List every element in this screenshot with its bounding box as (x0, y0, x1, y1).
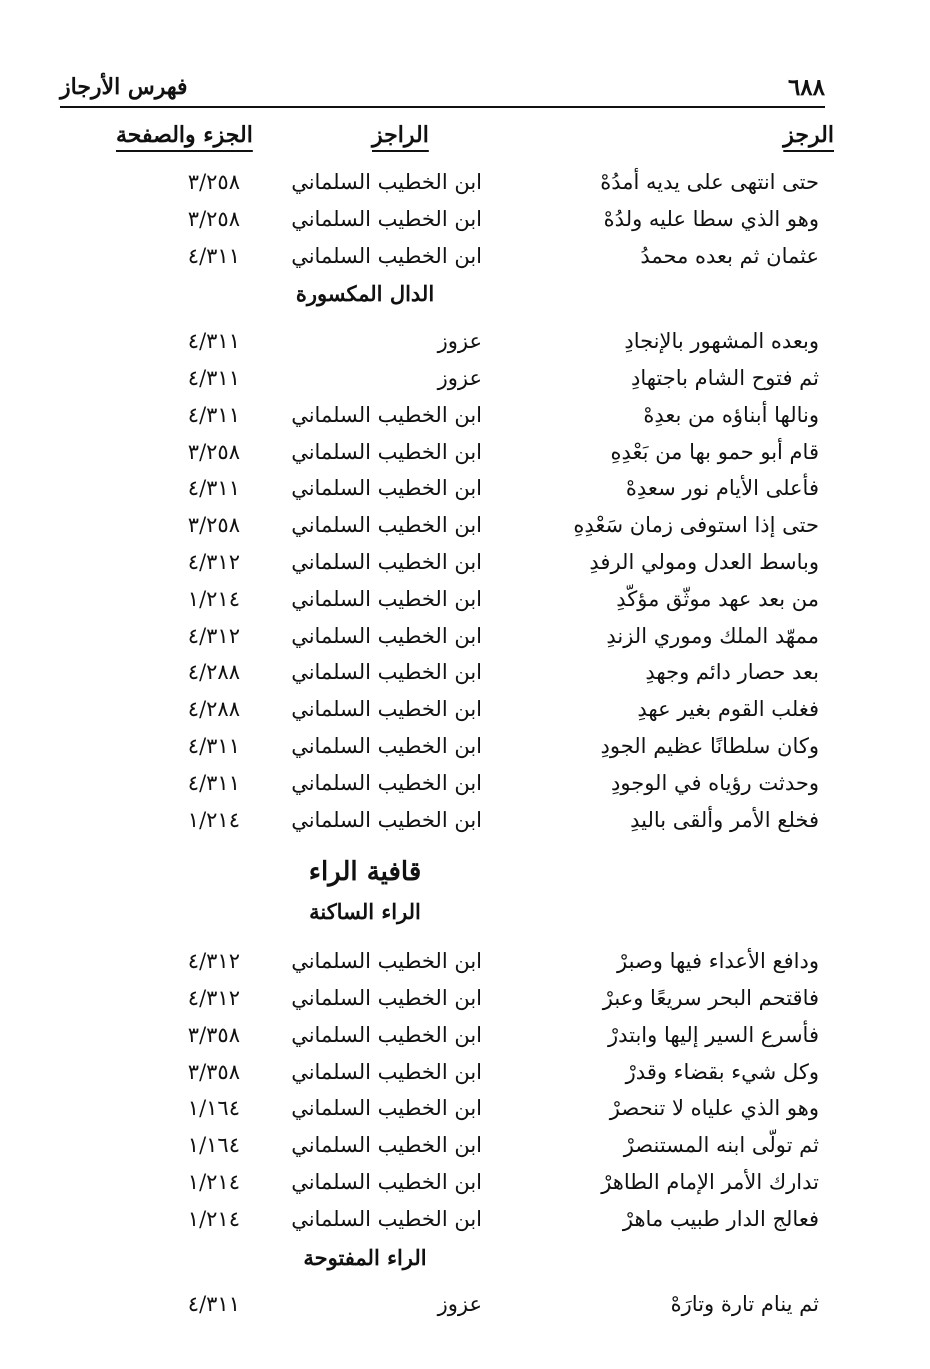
verse-text: ثم ينام تارة وتارَهْ (670, 1292, 819, 1317)
poet-name: ابن الخطيب السلماني (291, 586, 482, 611)
running-title: فهرس الأرجاز (60, 74, 188, 100)
verse-text: فأعلى الأيام نور سعدِهْ (625, 476, 819, 501)
section-dal-continued (60, 166, 825, 276)
volume-page-ref: ٣/٢٥٨ (187, 513, 240, 538)
table-row (60, 362, 825, 399)
verse-text: ودافع الأعداء فيها وصبرْ (617, 949, 819, 974)
poet-name: ابن الخطيب السلماني (291, 1059, 482, 1084)
table-row (60, 166, 825, 203)
volume-page-ref: ٤/٣١١ (187, 476, 240, 501)
volume-page-ref: ١/٢١٤ (187, 807, 240, 832)
table-row (60, 325, 825, 362)
poet-name: ابن الخطيب السلماني (291, 513, 482, 538)
verse-text: فأسرع السير إليها وابتدرْ (607, 1022, 819, 1047)
verse-text: فغلب القوم بغير عهدِ (637, 697, 819, 722)
table-row (60, 1129, 825, 1166)
volume-page-ref: ٤/٣١١ (187, 365, 240, 390)
poet-name: ابن الخطيب السلماني (291, 1022, 482, 1047)
verse-text: ممهّد الملك وموري الزندِ (606, 623, 819, 648)
table-row (60, 1166, 825, 1203)
table-row (60, 436, 825, 473)
table-row (60, 767, 825, 804)
poet-name: ابن الخطيب السلماني (291, 660, 482, 685)
verse-text: وحدثت رؤياه في الوجودِ (611, 770, 819, 795)
poet-name: ابن الخطيب السلماني (291, 1169, 482, 1194)
poet-name: ابن الخطيب السلماني (291, 949, 482, 974)
table-row (60, 472, 825, 509)
table-row (60, 399, 825, 436)
verse-text: عثمان ثم بعده محمدُ (640, 243, 819, 268)
volume-page-ref: ٤/٣١١ (187, 329, 240, 354)
page-number: ٦٨٨ (787, 74, 825, 101)
table-row (60, 693, 825, 730)
table-row (60, 546, 825, 583)
verse-text: وباسط العدل ومولي الرفدِ (589, 549, 819, 574)
volume-page-ref: ٤/٣١٢ (187, 623, 240, 648)
poet-name: ابن الخطيب السلماني (291, 1133, 482, 1158)
verse-text: وكان سلطانًا عظيم الجودِ (600, 733, 819, 758)
table-row (60, 1056, 825, 1093)
volume-page-ref: ١/٢١٤ (187, 586, 240, 611)
rhyme-heading: قافية الراء (308, 857, 422, 888)
verse-text: بعد حصار دائم وجهدِ (645, 660, 819, 685)
verse-text: فخلع الأمر وألقى باليدِ (630, 807, 819, 832)
verse-text: فاقتحم البحر سريعًا وعبرْ (602, 985, 819, 1010)
verse-text: ونالها أبناؤه من بعدِهْ (643, 402, 819, 427)
poet-name: ابن الخطيب السلماني (291, 549, 482, 574)
poet-name: ابن الخطيب السلماني (291, 439, 482, 464)
table-row (60, 620, 825, 657)
poet-name: ابن الخطيب السلماني (291, 985, 482, 1010)
table-row (60, 1092, 825, 1129)
verse-text: وهو الذي علياه لا تنحصرْ (609, 1096, 819, 1121)
table-row (60, 203, 825, 240)
poet-name: عزوز (437, 329, 482, 354)
poet-name: ابن الخطيب السلماني (291, 243, 482, 268)
volume-page-ref: ٣/٢٥٨ (187, 206, 240, 231)
volume-page-ref: ٤/٣١٢ (187, 949, 240, 974)
volume-page-ref: ١/٢١٤ (187, 1206, 240, 1231)
poet-name: ابن الخطيب السلماني (291, 623, 482, 648)
table-row (60, 1019, 825, 1056)
poet-name: ابن الخطيب السلماني (291, 1096, 482, 1121)
volume-page-ref: ٣/٢٥٨ (187, 439, 240, 464)
verse-text: من بعد عهد موثّق مؤكّدِ (616, 586, 819, 611)
column-header-reference: الجزء والصفحة (116, 122, 253, 148)
poet-name: ابن الخطيب السلماني (291, 476, 482, 501)
index-body (60, 166, 825, 1325)
volume-page-ref: ٣/٢٥٨ (187, 170, 240, 194)
volume-page-ref: ٤/٣١١ (187, 770, 240, 795)
poet-name: ابن الخطيب السلماني (291, 170, 482, 194)
verse-text: وهو الذي سطا عليه ولدُهْ (603, 206, 819, 231)
volume-page-ref: ٤/٣١٢ (187, 549, 240, 574)
volume-page-ref: ٤/٢٨٨ (187, 660, 240, 685)
verse-text: ثم تولّى ابنه المستنصرْ (623, 1133, 819, 1158)
section-heading: الدال المكسورة (295, 281, 435, 307)
verse-text: حتى إذا استوفى زمان سَعْدِهِ (573, 513, 819, 538)
table-row (60, 1203, 825, 1240)
verse-text: ثم فتوح الشام باجتهادِ (631, 365, 819, 390)
volume-page-ref: ٤/٢٨٨ (187, 697, 240, 722)
volume-page-ref: ٣/٣٥٨ (187, 1022, 240, 1047)
volume-page-ref: ٤/٣١١ (187, 243, 240, 268)
verse-text: قام أبو حمو بها من بَعْدِهِ (610, 439, 819, 464)
column-header-verse: الرجز (783, 122, 834, 148)
poet-name: ابن الخطيب السلماني (291, 1206, 482, 1231)
table-row (60, 240, 825, 277)
table-row (60, 509, 825, 546)
volume-page-ref: ١/١٦٤ (187, 1133, 240, 1158)
poet-name: ابن الخطيب السلماني (291, 733, 482, 758)
poet-name: ابن الخطيب السلماني (291, 402, 482, 427)
volume-page-ref: ٤/٣١٢ (187, 985, 240, 1010)
poet-name: ابن الخطيب السلماني (291, 697, 482, 722)
table-row (60, 945, 825, 982)
table-row (60, 656, 825, 693)
volume-page-ref: ٣/٣٥٨ (187, 1059, 240, 1084)
column-header-poet: الراجز (372, 122, 429, 148)
volume-page-ref: ٤/٣١١ (187, 1292, 240, 1317)
volume-page-ref: ١/١٦٤ (187, 1096, 240, 1121)
verse-text: تدارك الأمر الإمام الطاهرْ (601, 1169, 819, 1194)
volume-page-ref: ٤/٣١١ (187, 733, 240, 758)
verse-text: حتى انتهى على يديه أمدُهْ (600, 170, 819, 194)
table-row (60, 1288, 825, 1325)
table-row (60, 583, 825, 620)
section-ra-maftuha (60, 1240, 825, 1326)
poet-name: ابن الخطيب السلماني (291, 206, 482, 231)
table-row (60, 804, 825, 841)
poet-name: ابن الخطيب السلماني (291, 770, 482, 795)
verse-text: وبعده المشهور بالإنجادِ (624, 329, 819, 354)
verse-text: فعالج الدار طبيب ماهرْ (622, 1206, 819, 1231)
section-heading: الراء الساكنة (309, 899, 421, 925)
verse-text: وكل شيء بقضاء وقدرْ (625, 1059, 819, 1084)
volume-page-ref: ١/٢١٤ (187, 1169, 240, 1194)
section-heading: الراء المفتوحة (303, 1244, 427, 1270)
running-head (60, 70, 825, 108)
volume-page-ref: ٤/٣١١ (187, 402, 240, 427)
poet-name: عزوز (437, 365, 482, 390)
section-qafiyat-al-ra (60, 840, 825, 1239)
section-dal-maksura (60, 276, 825, 840)
table-row (60, 730, 825, 767)
poet-name: عزوز (437, 1292, 482, 1317)
poet-name: ابن الخطيب السلماني (291, 807, 482, 832)
table-row (60, 982, 825, 1019)
